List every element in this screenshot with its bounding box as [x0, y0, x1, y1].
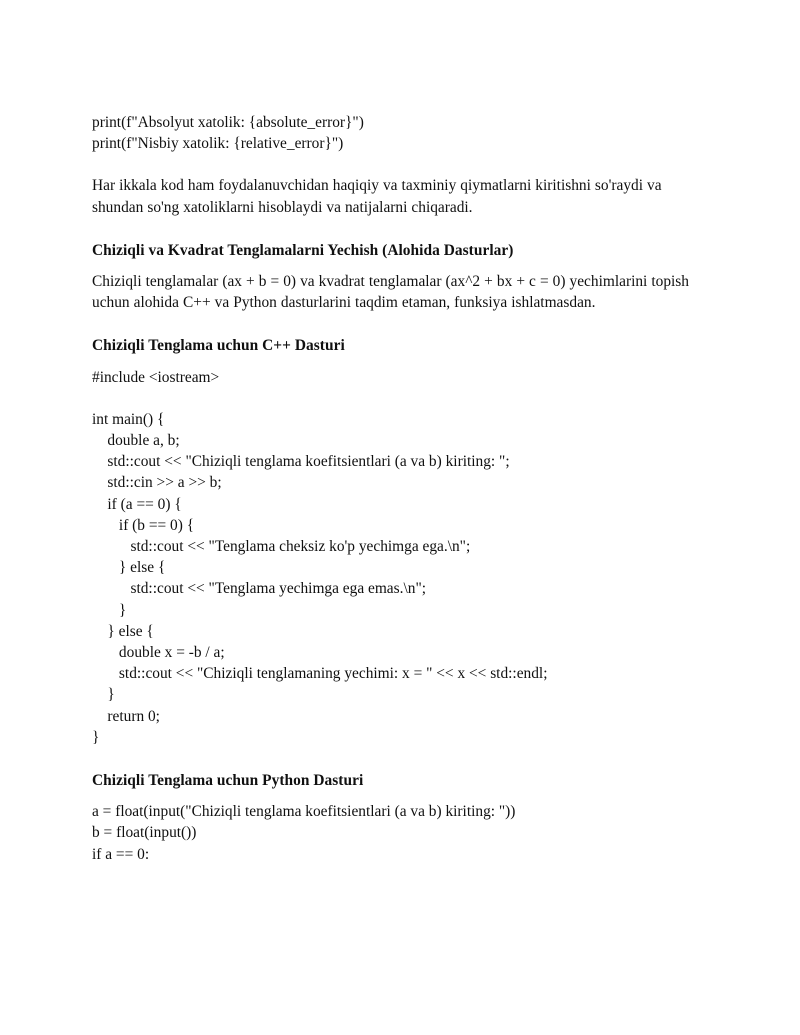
code-line: double a, b;	[92, 432, 180, 450]
code-line: } else {	[92, 559, 166, 577]
code-line: }	[92, 601, 127, 619]
block-spacer	[92, 388, 692, 409]
code-line: a = float(input("Chiziqli tenglama koefitsientlari (a va b) kiriting: "))	[92, 803, 516, 821]
cpp-include	[92, 367, 692, 388]
section-heading-python: Chiziqli Tenglama uchun Python Dasturi	[92, 772, 364, 790]
code-line: double x = -b / a;	[92, 644, 225, 662]
block-spacer	[92, 791, 692, 801]
code-line: b = float(input())	[92, 824, 197, 842]
section-heading-linear-quadratic: Chiziqli va Kvadrat Tenglamalarni Yechish (Alohida Dasturlar)	[92, 241, 514, 259]
code-line: }	[92, 728, 100, 746]
code-line: std::cout << "Chiziqli tenglama koefitsientlari (a va b) kiriting: ";	[92, 453, 510, 471]
code-line: } else {	[92, 622, 154, 640]
section-heading-cpp: Chiziqli Tenglama uchun C++ Dasturi	[92, 337, 345, 355]
block-spacer	[92, 357, 692, 367]
block-spacer	[92, 748, 692, 770]
intro-paragraph: Har ikkala kod ham foydalanuvchidan haqiqiy va taxminiy qiymatlarni kiritishni so'raydi va shundan so'ng xatoliklarni hisoblaydi va natijalarni chiqaradi.	[92, 177, 662, 216]
code-line: print(f"Absolyut xatolik: {absolute_error}")	[92, 114, 364, 131]
python-error-print	[92, 112, 692, 154]
block-spacer	[92, 261, 692, 271]
cpp-main-body	[92, 409, 692, 748]
code-line: if (b == 0) {	[92, 516, 195, 534]
block-spacer	[92, 154, 692, 175]
code-line: std::cout << "Chiziqli tenglamaning yechimi: x = " << x << std::endl;	[92, 665, 548, 683]
code-line: std::cout << "Tenglama yechimga ega emas.\n";	[92, 580, 427, 598]
python-input-body	[92, 801, 692, 865]
code-line: }	[92, 686, 115, 704]
code-line: print(f"Nisbiy xatolik: {relative_error}")	[92, 135, 344, 153]
section-paragraph-linear-quadratic: Chiziqli tenglamalar (ax + b = 0) va kvadrat tenglamalar (ax^2 + bx + c = 0) yechimlarini topish uchun alohida C++ va Python dasturlarini taqdim etaman, funksiya ishlatmasdan.	[92, 273, 689, 312]
document-body	[92, 112, 692, 865]
code-line: #include <iostream>	[92, 368, 220, 386]
code-line: std::cout << "Tenglama cheksiz ko'p yechimga ega.\n";	[92, 538, 471, 556]
code-line: return 0;	[92, 707, 160, 725]
code-line: int main() {	[92, 410, 165, 428]
code-line: std::cin >> a >> b;	[92, 474, 222, 492]
code-line: if (a == 0) {	[92, 495, 182, 513]
code-line: if a == 0:	[92, 845, 150, 863]
block-spacer	[92, 313, 692, 335]
block-spacer	[92, 218, 692, 240]
